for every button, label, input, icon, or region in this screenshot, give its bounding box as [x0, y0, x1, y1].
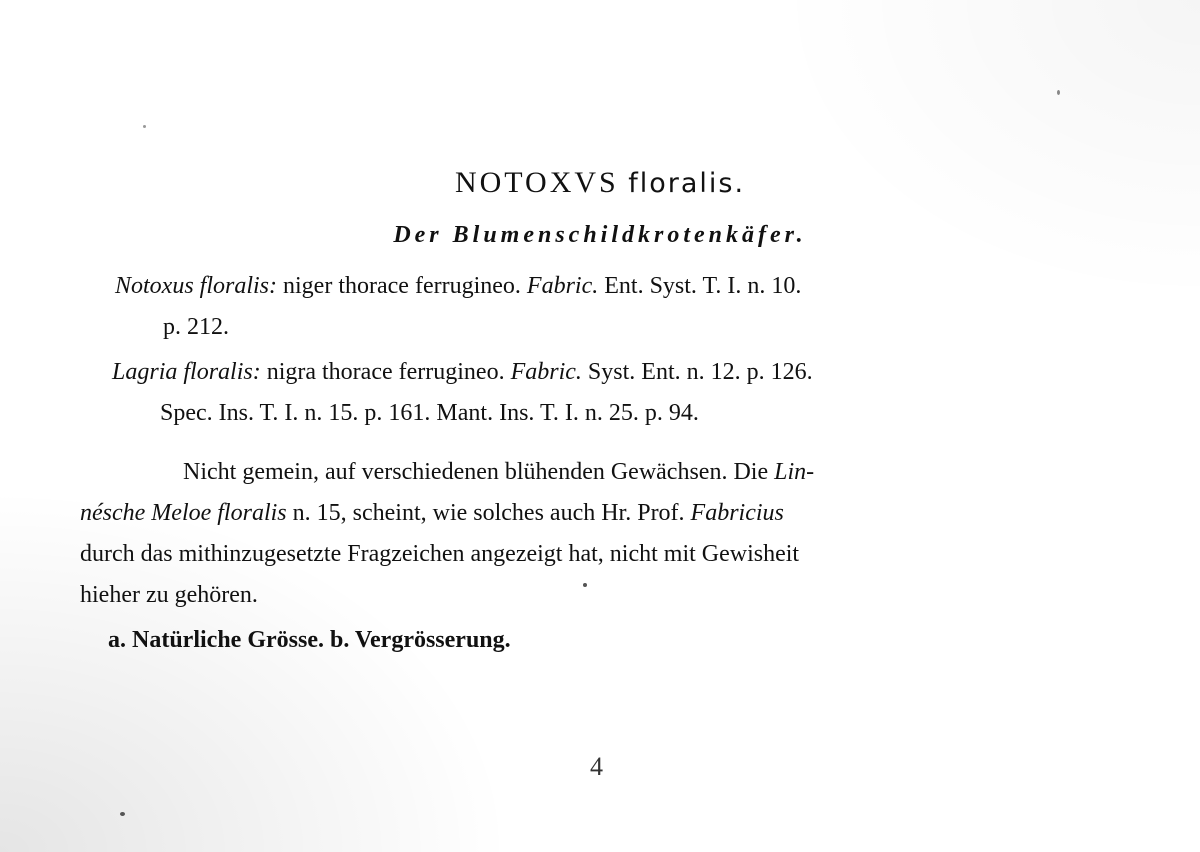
taxon-name: Notoxus floralis: — [115, 273, 278, 299]
title-species: floralis. — [628, 168, 746, 199]
ink-speck — [1057, 90, 1060, 95]
figure-caption: a. Natürliche Grösse. b. Vergrösserung. — [108, 627, 511, 653]
page-subtitle: Der Blumenschildkrotenkäfer. — [393, 222, 807, 248]
taxon-name: Lagria floralis: — [112, 359, 261, 385]
taxon-description: niger thorace ferrugineo. — [277, 273, 527, 299]
description-line — [80, 493, 1120, 534]
taxon-description: nigra thorace ferrugineo. — [260, 359, 511, 385]
ink-speck — [143, 125, 146, 128]
description-text: n. 15, scheint, wie solches auch Hr. Prof. — [286, 500, 691, 526]
reference-line — [112, 352, 1112, 393]
ink-speck — [120, 812, 125, 816]
reference-line — [115, 266, 1115, 307]
description-italic: nésche Meloe floralis — [80, 500, 287, 526]
description-text: Nicht gemein, auf verschiedenen blühenden Gewächsen. Die — [183, 459, 775, 485]
description-line: hieher zu gehören. — [80, 582, 258, 608]
reference-line-continued: Spec. Ins. T. I. n. 15. p. 161. Mant. Ins. T. I. n. 25. p. 94. — [160, 400, 699, 426]
title-genus: NOTOXVS — [454, 166, 619, 199]
citation-author: Fabric. — [526, 273, 599, 299]
description-line — [80, 452, 1120, 493]
page-title — [0, 166, 1200, 200]
page-number: 4 — [590, 752, 603, 781]
description-line: durch das mithinzugesetzte Fragzeichen angezeigt hat, nicht mit Gewisheit — [80, 541, 800, 567]
description-italic: Fabricius — [690, 500, 784, 526]
reference-lagria — [112, 352, 1112, 434]
ink-speck — [583, 583, 587, 587]
citation-author: Fabric. — [510, 359, 582, 385]
reference-notoxus — [115, 266, 1115, 348]
description-paragraph — [80, 452, 1120, 616]
reference-line-continued: p. 212. — [163, 314, 229, 340]
citation: Syst. Ent. n. 12. p. 126. — [581, 359, 813, 385]
citation: Ent. Syst. T. I. n. 10. — [598, 273, 802, 299]
description-italic: Lin- — [774, 459, 815, 485]
